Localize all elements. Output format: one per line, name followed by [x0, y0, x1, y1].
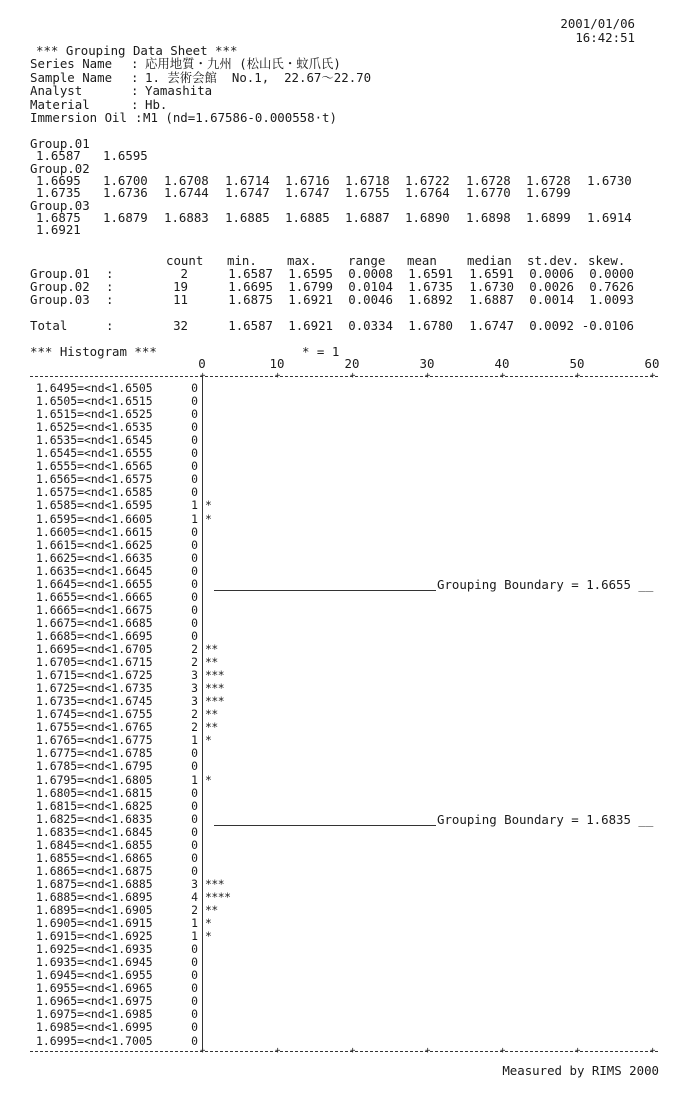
- axis-tick-mark: +: [500, 371, 506, 381]
- stats-row-name: Group.02: [30, 279, 90, 294]
- axis-tick-label: 50: [569, 356, 585, 371]
- bin-label: 1.6885=<nd<1.6895: [36, 889, 153, 904]
- axis-tick-label: 40: [494, 356, 510, 371]
- bin-count: 1: [191, 929, 198, 944]
- bin-count: 0: [191, 798, 198, 813]
- stats-value: 1.0093: [589, 292, 634, 307]
- bin-count: 0: [191, 942, 198, 957]
- bin-label: 1.6595=<nd<1.6605: [36, 511, 153, 526]
- stats-value: 1.6887: [469, 292, 514, 307]
- stats-value: 1.6921: [288, 318, 333, 333]
- group-value: 1.6744: [164, 185, 209, 201]
- bin-count: 0: [191, 394, 198, 409]
- group-value: 1.6587: [36, 148, 81, 164]
- group-value: 1.6714: [225, 172, 270, 188]
- date-stamp: 2001/01/06: [560, 16, 635, 31]
- axis-tick-mark: +: [500, 1045, 506, 1056]
- bin-label: 1.6575=<nd<1.6585: [36, 485, 153, 500]
- bin-label: 1.6895=<nd<1.6905: [36, 903, 153, 917]
- bin-count: 0: [191, 446, 198, 461]
- info-value: M1 (nd=1.67586-0.000558·t): [143, 110, 337, 125]
- axis-tick-mark: +: [650, 371, 656, 381]
- axis-tick-mark: +: [275, 371, 281, 381]
- bin-label: 1.6605=<nd<1.6615: [36, 524, 153, 539]
- grouping-boundary-label: Grouping Boundary = 1.6835 __: [437, 811, 654, 827]
- histogram-axis-line: [202, 377, 203, 1051]
- bin-label: 1.6795=<nd<1.6805: [36, 772, 153, 787]
- histogram-bar: ****: [205, 889, 231, 904]
- bin-count: 3: [191, 694, 198, 709]
- bin-label: 1.6925=<nd<1.6935: [36, 942, 153, 957]
- bin-label: 1.6535=<nd<1.6545: [36, 433, 153, 448]
- stats-header: count: [166, 253, 204, 268]
- group-value: 1.6747: [225, 185, 270, 201]
- bin-label: 1.6955=<nd<1.6965: [36, 981, 153, 996]
- stats-header: mean: [407, 253, 437, 268]
- stats-value: 1.6587: [228, 266, 273, 281]
- bin-count: 0: [191, 537, 198, 552]
- bin-label: 1.6715=<nd<1.6725: [36, 668, 153, 683]
- group-value: 1.6730: [587, 172, 632, 188]
- bin-count: 0: [191, 981, 198, 996]
- histogram-top-rule: [30, 371, 658, 381]
- bin-count: 0: [191, 381, 198, 395]
- bin-count: 0: [191, 563, 198, 578]
- bin-count: 0: [191, 746, 198, 761]
- bin-count: 3: [191, 681, 198, 696]
- info-colon: :: [131, 96, 139, 112]
- stats-row-sep: :: [106, 318, 114, 333]
- info-colon: :: [131, 69, 139, 85]
- bin-label: 1.6945=<nd<1.6955: [36, 968, 153, 983]
- bin-label: 1.6625=<nd<1.6635: [36, 550, 153, 565]
- group-value: 1.6883: [164, 209, 209, 225]
- bin-count: 0: [191, 589, 198, 604]
- time-stamp: 16:42:51: [575, 30, 635, 45]
- stats-row-sep: :: [106, 279, 114, 294]
- bin-label: 1.6585=<nd<1.6595: [36, 498, 153, 513]
- axis-tick-mark: +: [650, 1045, 656, 1056]
- group-value: 1.6708: [164, 172, 209, 188]
- bin-label: 1.6845=<nd<1.6855: [36, 837, 153, 852]
- group-name: Group.02: [30, 160, 90, 176]
- axis-tick-label: 30: [419, 356, 435, 371]
- bin-count: 0: [191, 785, 198, 800]
- histogram-bar: ***: [205, 876, 225, 891]
- stats-value: 1.6591: [469, 266, 514, 281]
- bin-label: 1.6905=<nd<1.6915: [36, 916, 153, 931]
- group-value: 1.6885: [285, 209, 330, 225]
- stats-value: 1.6695: [228, 279, 273, 294]
- bin-count: 2: [191, 720, 198, 735]
- info-label: Series Name: [30, 56, 113, 71]
- stats-value: 1.6747: [469, 318, 514, 333]
- bin-count: 1: [191, 772, 198, 787]
- histogram-scale-note: * = 1: [302, 344, 340, 359]
- bin-count: 0: [191, 1033, 198, 1048]
- group-name: Group.03: [30, 197, 90, 213]
- bin-count: 0: [191, 602, 198, 617]
- stats-value: 0.0000: [589, 266, 634, 281]
- axis-tick-label: 20: [344, 356, 360, 371]
- group-value: 1.6695: [36, 172, 81, 188]
- bin-count: 0: [191, 576, 198, 591]
- bin-label: 1.6635=<nd<1.6645: [36, 563, 153, 578]
- axis-tick-label: 10: [269, 356, 285, 371]
- stats-value: 19: [173, 279, 188, 294]
- bin-label: 1.6505=<nd<1.6515: [36, 394, 153, 409]
- axis-tick-mark: +: [425, 371, 431, 381]
- bin-count: 0: [191, 955, 198, 970]
- histogram-bar: **: [205, 642, 218, 656]
- histogram-bar: *: [205, 733, 212, 748]
- stats-value: 1.6921: [288, 292, 333, 307]
- group-value: 1.6921: [36, 222, 81, 238]
- bin-label: 1.6675=<nd<1.6685: [36, 615, 153, 630]
- stats-value: 0.0046: [348, 292, 393, 307]
- axis-tick-label: 60: [644, 356, 660, 371]
- group-value: 1.6700: [103, 172, 148, 188]
- histogram-bar: *: [205, 498, 212, 513]
- info-value: Hb.: [145, 96, 168, 112]
- bin-count: 0: [191, 759, 198, 774]
- info-value: 1. 芸術会館 No.1, 22.67～22.70: [145, 69, 372, 85]
- bin-count: 0: [191, 524, 198, 539]
- histogram-bar: ***: [205, 681, 225, 696]
- info-label: Sample Name: [30, 69, 113, 85]
- stats-row-sep: :: [106, 266, 114, 281]
- bin-label: 1.6555=<nd<1.6565: [36, 459, 153, 474]
- stats-header: range: [348, 253, 386, 268]
- bin-count: 0: [191, 407, 198, 422]
- group-value: 1.6875: [36, 209, 81, 225]
- info-value: 応用地質・九州 (松山氏・蚊爪氏): [145, 56, 341, 71]
- bin-label: 1.6865=<nd<1.6875: [36, 863, 153, 878]
- stats-value: 0.0026: [529, 279, 574, 294]
- group-value: 1.6728: [526, 172, 571, 188]
- histogram-bar: *: [205, 929, 212, 944]
- stats-row-sep: :: [106, 292, 114, 307]
- group-value: 1.6885: [225, 209, 270, 225]
- bin-label: 1.6765=<nd<1.6775: [36, 733, 153, 748]
- bin-count: 1: [191, 498, 198, 513]
- stats-value: -0.0106: [581, 318, 634, 333]
- bin-label: 1.6775=<nd<1.6785: [36, 746, 153, 761]
- bin-count: 0: [191, 837, 198, 852]
- stats-header: median: [467, 253, 512, 268]
- bin-count: 2: [191, 642, 198, 656]
- grouping-boundary-line: [214, 590, 436, 591]
- bin-count: 1: [191, 733, 198, 748]
- bin-count: 0: [191, 433, 198, 448]
- group-value: 1.6879: [103, 209, 148, 225]
- bin-count: 0: [191, 863, 198, 878]
- bin-label: 1.6685=<nd<1.6695: [36, 628, 153, 643]
- bin-count: 1: [191, 916, 198, 931]
- stats-value: 1.6587: [228, 318, 273, 333]
- group-value: 1.6747: [285, 185, 330, 201]
- histogram-bar: ***: [205, 694, 225, 709]
- axis-tick-mark: +: [200, 1045, 206, 1056]
- group-value: 1.6595: [103, 148, 148, 164]
- sheet-title: *** Grouping Data Sheet ***: [36, 43, 238, 58]
- stats-value: 32: [173, 318, 188, 333]
- grouping-boundary-line: [214, 825, 436, 826]
- info-colon: :: [131, 83, 139, 98]
- group-value: 1.6770: [466, 185, 511, 201]
- stats-value: 11: [173, 292, 188, 307]
- stats-header: skew.: [588, 253, 626, 268]
- stats-value: 0.0014: [529, 292, 574, 307]
- histogram-bottom-rule: [30, 1045, 658, 1056]
- bin-label: 1.6515=<nd<1.6525: [36, 407, 153, 422]
- stats-value: 1.6591: [408, 266, 453, 281]
- bin-label: 1.6915=<nd<1.6925: [36, 929, 153, 944]
- stats-header: st.dev.: [527, 253, 580, 268]
- histogram-bar: *: [205, 511, 212, 526]
- bin-count: 0: [191, 811, 198, 826]
- bin-label: 1.6985=<nd<1.6995: [36, 1020, 153, 1035]
- group-value: 1.6890: [405, 209, 450, 225]
- stats-value: 0.7626: [589, 279, 634, 294]
- axis-tick-mark: +: [575, 1045, 581, 1056]
- bin-label: 1.6745=<nd<1.6755: [36, 707, 153, 722]
- stats-value: 1.6892: [408, 292, 453, 307]
- stats-value: 0.0006: [529, 266, 574, 281]
- group-value: 1.6764: [405, 185, 450, 201]
- bin-count: 0: [191, 824, 198, 839]
- bin-count: 4: [191, 889, 198, 904]
- histogram-bar: ***: [205, 668, 225, 683]
- info-colon: :: [135, 110, 143, 125]
- bin-label: 1.6815=<nd<1.6825: [36, 798, 153, 813]
- group-value: 1.6899: [526, 209, 571, 225]
- axis-tick-mark: +: [350, 371, 356, 381]
- bin-label: 1.6655=<nd<1.6665: [36, 589, 153, 604]
- stats-value: 1.6730: [469, 279, 514, 294]
- group-value: 1.6718: [345, 172, 390, 188]
- group-value: 1.6735: [36, 185, 81, 201]
- bin-label: 1.6645=<nd<1.6655: [36, 576, 153, 591]
- stats-value: 0.0092: [529, 318, 574, 333]
- bin-count: 0: [191, 1007, 198, 1022]
- stats-value: 0.0008: [348, 266, 393, 281]
- stats-value: 2: [180, 266, 188, 281]
- bin-label: 1.6785=<nd<1.6795: [36, 759, 153, 774]
- stats-value: 1.6799: [288, 279, 333, 294]
- group-value: 1.6887: [345, 209, 390, 225]
- group-value: 1.6722: [405, 172, 450, 188]
- axis-tick-label: 0: [198, 356, 206, 371]
- bin-count: 0: [191, 968, 198, 983]
- group-value: 1.6736: [103, 185, 148, 201]
- info-label: Analyst: [30, 83, 83, 98]
- bin-count: 0: [191, 1020, 198, 1035]
- bin-label: 1.6615=<nd<1.6625: [36, 537, 153, 552]
- bin-label: 1.6695=<nd<1.6705: [36, 642, 153, 656]
- bin-count: 0: [191, 472, 198, 487]
- axis-tick-mark: +: [350, 1045, 356, 1056]
- bin-label: 1.6805=<nd<1.6815: [36, 785, 153, 800]
- bin-count: 2: [191, 707, 198, 722]
- grouping-boundary-label: Grouping Boundary = 1.6655 __: [437, 576, 654, 592]
- bin-count: 0: [191, 420, 198, 435]
- bin-count: 1: [191, 511, 198, 526]
- info-label: Material: [30, 96, 90, 112]
- group-value: 1.6799: [526, 185, 571, 201]
- bin-count: 0: [191, 850, 198, 865]
- bin-count: 0: [191, 459, 198, 474]
- axis-tick-mark: +: [575, 371, 581, 381]
- bin-label: 1.6965=<nd<1.6975: [36, 994, 153, 1009]
- bin-label: 1.6755=<nd<1.6765: [36, 720, 153, 735]
- stats-header: min.: [227, 253, 257, 268]
- bin-label: 1.6875=<nd<1.6885: [36, 876, 153, 891]
- stats-value: 1.6595: [288, 266, 333, 281]
- stats-value: 0.0334: [348, 318, 393, 333]
- stats-value: 0.0104: [348, 279, 393, 294]
- bin-label: 1.6495=<nd<1.6505: [36, 381, 153, 395]
- bin-label: 1.6995=<nd<1.7005: [36, 1033, 153, 1048]
- group-value: 1.6728: [466, 172, 511, 188]
- stats-value: 1.6735: [408, 279, 453, 294]
- histogram-bar: **: [205, 903, 218, 917]
- bin-count: 2: [191, 655, 198, 670]
- bin-count: 0: [191, 994, 198, 1009]
- info-label: Immersion Oil: [30, 110, 127, 125]
- histogram-bar: *: [205, 772, 212, 787]
- stats-value: 1.6780: [408, 318, 453, 333]
- info-value: Yamashita: [145, 83, 213, 98]
- bin-count: 3: [191, 876, 198, 891]
- bin-label: 1.6545=<nd<1.6555: [36, 446, 153, 461]
- bin-count: 0: [191, 550, 198, 565]
- histogram-bar: **: [205, 707, 218, 722]
- bin-count: 2: [191, 903, 198, 917]
- stats-value: 1.6875: [228, 292, 273, 307]
- bin-label: 1.6825=<nd<1.6835: [36, 811, 153, 826]
- group-name: Group.01: [30, 136, 90, 151]
- bin-label: 1.6525=<nd<1.6535: [36, 420, 153, 435]
- bin-label: 1.6725=<nd<1.6735: [36, 681, 153, 696]
- group-value: 1.6716: [285, 172, 330, 188]
- histogram-title: *** Histogram ***: [30, 344, 157, 359]
- bin-count: 3: [191, 668, 198, 683]
- stats-row-name: Group.03: [30, 292, 90, 307]
- bin-count: 0: [191, 485, 198, 500]
- bin-count: 0: [191, 615, 198, 630]
- bin-label: 1.6735=<nd<1.6745: [36, 694, 153, 709]
- histogram-bar: *: [205, 916, 212, 931]
- bin-count: 0: [191, 628, 198, 643]
- bin-label: 1.6665=<nd<1.6675: [36, 602, 153, 617]
- stats-header: max.: [287, 253, 317, 268]
- footer-credit: Measured by RIMS 2000: [502, 1063, 659, 1078]
- bin-label: 1.6835=<nd<1.6845: [36, 824, 153, 839]
- bin-label: 1.6975=<nd<1.6985: [36, 1007, 153, 1022]
- histogram-bar: **: [205, 655, 218, 670]
- group-value: 1.6898: [466, 209, 511, 225]
- stats-row-name: Total: [30, 318, 68, 333]
- info-colon: :: [131, 56, 139, 71]
- histogram-bar: **: [205, 720, 218, 735]
- axis-tick-mark: +: [200, 371, 206, 381]
- axis-tick-mark: +: [275, 1045, 281, 1056]
- bin-label: 1.6935=<nd<1.6945: [36, 955, 153, 970]
- bin-label: 1.6705=<nd<1.6715: [36, 655, 153, 670]
- group-value: 1.6755: [345, 185, 390, 201]
- group-value: 1.6914: [587, 209, 632, 225]
- bin-label: 1.6565=<nd<1.6575: [36, 472, 153, 487]
- bin-label: 1.6855=<nd<1.6865: [36, 850, 153, 865]
- stats-row-name: Group.01: [30, 266, 90, 281]
- axis-tick-mark: +: [425, 1045, 431, 1056]
